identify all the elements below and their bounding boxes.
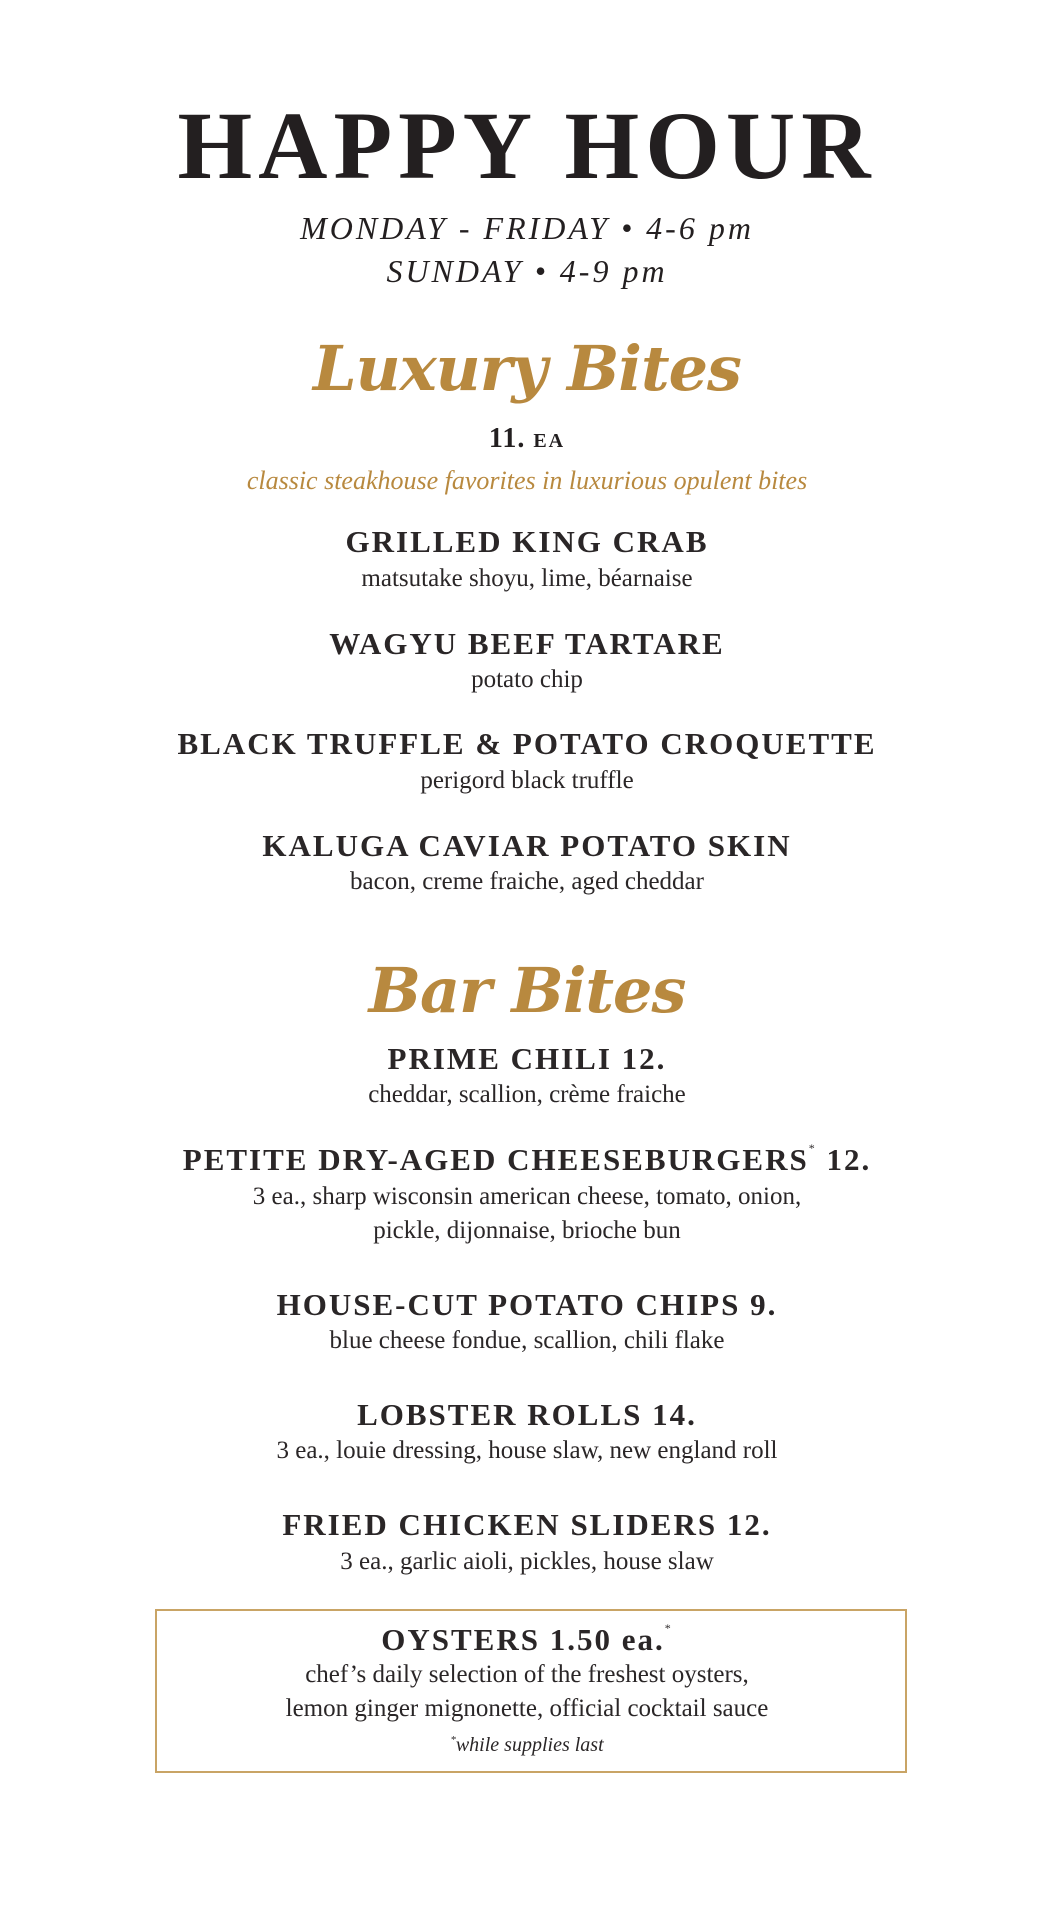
asterisk-mark: * (450, 1734, 456, 1746)
oysters-desc-line2: lemon ginger mignonette, official cocktail sauce (285, 1695, 769, 1722)
menu-item-desc: cheddar, scallion, crème fraiche (368, 1081, 686, 1108)
menu-item-name: LOBSTER ROLLS 14. (357, 1397, 697, 1432)
luxury-bites-heading: Luxury Bites (313, 332, 741, 405)
menu-item-name: HOUSE-CUT POTATO CHIPS 9. (276, 1287, 778, 1322)
menu-item-desc: blue cheese fondue, scallion, chili flake (329, 1327, 725, 1354)
menu-item-desc: potato chip (471, 666, 583, 693)
menu-item-name: WAGYU BEEF TARTARE (329, 626, 725, 661)
oysters-note-text: while supplies last (455, 1734, 604, 1756)
asterisk-mark: * (664, 1621, 673, 1635)
menu-item-name-text: PETITE DRY-AGED CHEESEBURGERS (182, 1142, 809, 1177)
hours-weekday: MONDAY - FRIDAY • 4-6 pm (300, 210, 754, 246)
oysters-note (0, 1735, 1054, 1755)
page-title: HAPPY HOUR (177, 92, 877, 199)
oysters-desc: chef’s daily selection of the freshest oysters, (305, 1661, 749, 1688)
menu-item-name: FRIED CHICKEN SLIDERS 12. (282, 1507, 772, 1542)
menu-item-desc: perigord black truffle (420, 767, 634, 794)
luxury-price (0, 425, 1054, 453)
menu-item-desc-line2: pickle, dijonnaise, brioche bun (373, 1217, 681, 1244)
menu-item-name: PRIME CHILI 12. (387, 1041, 667, 1076)
menu-item-name: BLACK TRUFFLE & POTATO CROQUETTE (177, 726, 877, 761)
oysters-name-text: OYSTERS 1.50 ea. (381, 1622, 665, 1657)
oysters-name (0, 1621, 1054, 1657)
menu-item-name: KALUGA CAVIAR POTATO SKIN (262, 828, 792, 863)
menu-item-desc: bacon, creme fraiche, aged cheddar (350, 868, 704, 895)
hours-sunday: SUNDAY • 4-9 pm (386, 253, 668, 289)
menu-item-desc: 3 ea., sharp wisconsin american cheese, tomato, onion, (252, 1183, 802, 1210)
bar-bites-heading: Bar Bites (368, 954, 686, 1027)
asterisk-mark: * (808, 1141, 817, 1155)
menu-item-name (0, 1141, 1054, 1177)
menu-item-name: GRILLED KING CRAB (345, 524, 709, 559)
menu-item-desc: 3 ea., garlic aioli, pickles, house slaw (340, 1548, 714, 1575)
menu-item-desc: 3 ea., louie dressing, house slaw, new england roll (276, 1437, 778, 1464)
luxury-price-value: 11. (488, 423, 526, 454)
luxury-tagline: classic steakhouse favorites in luxurious opulent bites (246, 466, 808, 495)
luxury-price-unit: EA (533, 430, 566, 452)
menu-item-desc: matsutake shoyu, lime, béarnaise (361, 565, 693, 592)
menu-item-price: 12. (816, 1142, 872, 1177)
